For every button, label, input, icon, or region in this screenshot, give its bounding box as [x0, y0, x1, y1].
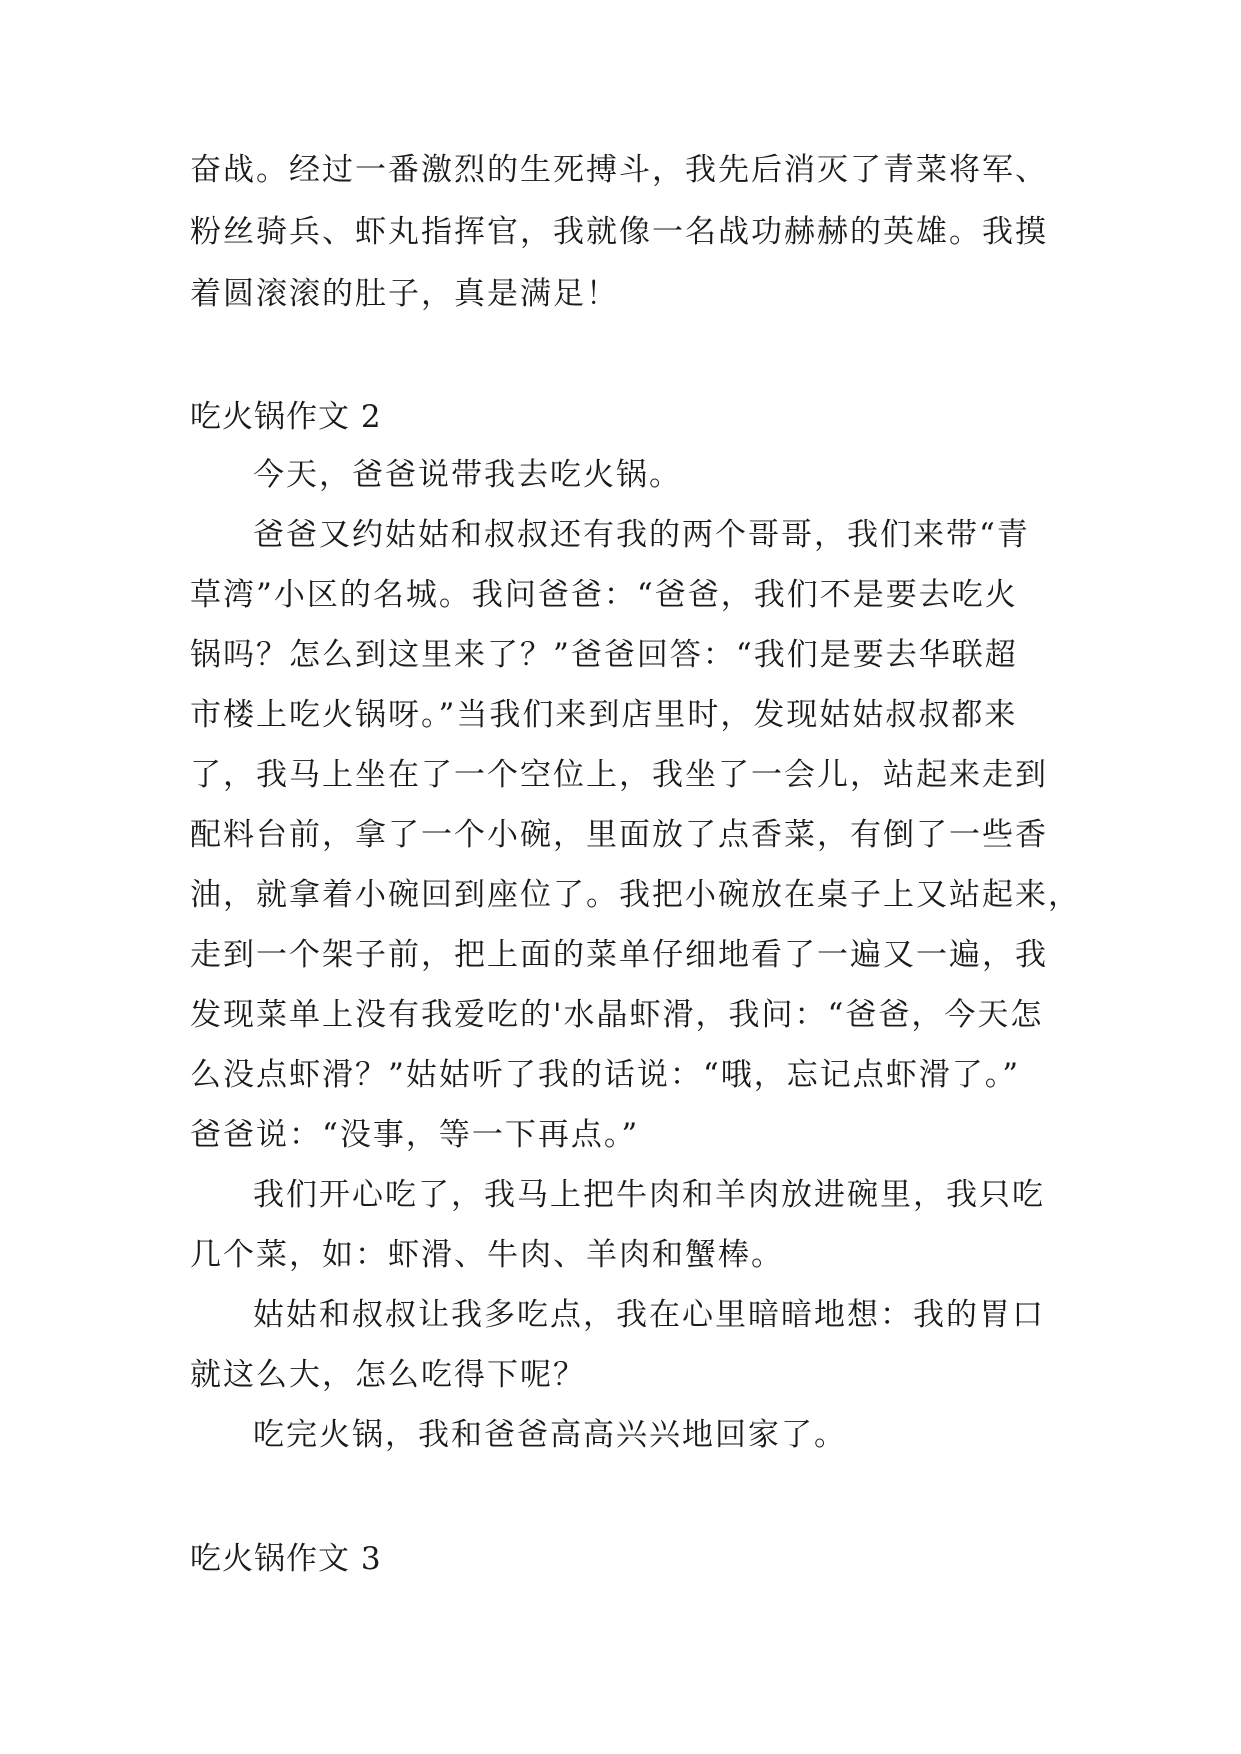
essay-2-line-12: 爸爸说：“没事，等一下再点。”: [190, 1117, 640, 1153]
essay-2-line-15: 姑姑和叔叔让我多吃点，我在心里暗暗地想：我的胃口: [253, 1297, 1045, 1333]
essay-2-line-9: 走到一个架子前，把上面的菜单仔细地看了一遍又一遍，我: [190, 937, 1048, 973]
essay-2-line-8: 油，就拿着小碗回到座位了。我把小碗放在桌子上又站起来，: [190, 877, 1081, 913]
essay-2-line-17: 吃完火锅，我和爸爸高高兴兴地回家了。: [253, 1417, 847, 1453]
essay-3-title: 吃火锅作文 3: [190, 1541, 382, 1577]
intro-line-1: 奋战。经过一番激烈的生死搏斗，我先后消灭了青菜将军、: [190, 152, 1048, 188]
essay-2-line-13: 我们开心吃了，我马上把牛肉和羊肉放进碗里，我只吃: [253, 1177, 1045, 1213]
intro-line-3: 着圆滚滚的肚子，真是满足！: [190, 276, 619, 312]
essay-2-line-7: 配料台前，拿了一个小碗，里面放了点香菜，有倒了一些香: [190, 817, 1048, 853]
intro-line-2: 粉丝骑兵、虾丸指挥官，我就像一名战功赫赫的英雄。我摸: [190, 214, 1048, 250]
essay-2-title: 吃火锅作文 2: [190, 399, 382, 435]
essay-2-line-5: 市楼上吃火锅呀。”当我们来到店里时，发现姑姑叔叔都来: [190, 697, 1018, 733]
essay-2-line-6: 了，我马上坐在了一个空位上，我坐了一会儿，站起来走到: [190, 757, 1048, 793]
essay-2-line-3: 草湾”小区的名城。我问爸爸：“爸爸，我们不是要去吃火: [190, 577, 1018, 613]
essay-2-line-11: 么没点虾滑？”姑姑听了我的话说：“哦，忘记点虾滑了。”: [190, 1057, 1021, 1093]
essay-2-line-10: 发现菜单上没有我爱吃的'水晶虾滑，我问：“爸爸，今天怎: [190, 997, 1044, 1033]
essay-2-line-16: 就这么大，怎么吃得下呢？: [190, 1357, 586, 1393]
essay-2-line-1: 今天，爸爸说带我去吃火锅。: [253, 457, 682, 493]
essay-2-line-4: 锅吗？怎么到这里来了？”爸爸回答：“我们是要去华联超: [190, 637, 1018, 673]
essay-2-line-2: 爸爸又约姑姑和叔叔还有我的两个哥哥，我们来带“青: [253, 517, 1030, 553]
essay-2-line-14: 几个菜，如：虾滑、牛肉、羊肉和蟹棒。: [190, 1237, 784, 1273]
